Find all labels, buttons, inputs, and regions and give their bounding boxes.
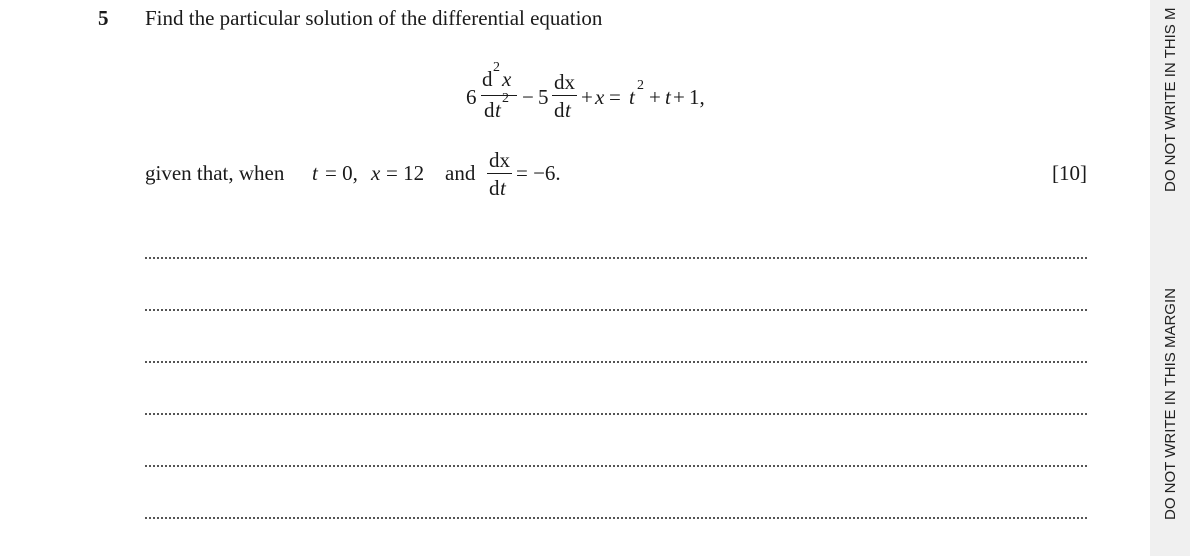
given-dxdt-value: = −6. [516,161,561,185]
eq-d2x-d: d [482,67,493,91]
given-dx-num: dx [489,148,510,172]
differential-equation [466,60,746,128]
answer-line[interactable] [145,517,1087,519]
question-number: 5 [98,6,109,30]
given-frac-bar [487,173,512,174]
answer-line[interactable] [145,413,1087,415]
given-x-value: = 12 [386,161,425,185]
eq-plus-1: + [581,85,593,109]
eq-plus-3: + [673,85,685,109]
eq-dt-d: d [554,98,565,122]
eq-d2x-x: x [502,67,512,91]
eq-dt2-d: d [484,98,495,122]
given-dt-d: d [489,176,500,200]
eq-t-squared-sup: 2 [637,78,644,93]
eq-dt2-t: t [495,98,501,122]
eq-x: x [595,85,605,109]
answer-line[interactable] [145,309,1087,311]
given-and: and [445,161,476,185]
given-prefix: given that, when [145,161,285,185]
initial-conditions [145,148,625,211]
given-x-var: x [371,161,381,185]
eq-minus: − [522,85,534,109]
eq-dt-t: t [565,98,571,122]
eq-frac-bar-2 [552,95,577,96]
marks-label: [10] [1052,161,1087,185]
given-t-var: t [312,161,318,185]
answer-line[interactable] [145,257,1087,259]
eq-dt2-sup: 2 [502,91,509,106]
margin-text-bottom: DO NOT WRITE IN THIS MARGIN [1162,288,1179,520]
eq-plus-2: + [649,85,661,109]
answer-line[interactable] [145,465,1087,467]
eq-d2x-sup: 2 [493,60,500,75]
eq-t-squared: t [629,85,635,109]
eq-coefficient-5: 5 [538,85,549,109]
margin-text-top: DO NOT WRITE IN THIS M [1162,7,1179,192]
eq-one: 1, [689,85,705,109]
eq-t: t [665,85,671,109]
do-not-write-margin [1150,0,1190,556]
given-t-value: = 0, [325,161,358,185]
answer-line[interactable] [145,361,1087,363]
given-dt-t: t [500,176,506,200]
eq-equals: = [609,85,621,109]
eq-dx-num: dx [554,70,575,94]
question-prompt: Find the particular solution of the differential equation [145,6,603,30]
eq-coefficient-6: 6 [466,85,477,109]
eq-frac-bar-1 [481,95,517,96]
